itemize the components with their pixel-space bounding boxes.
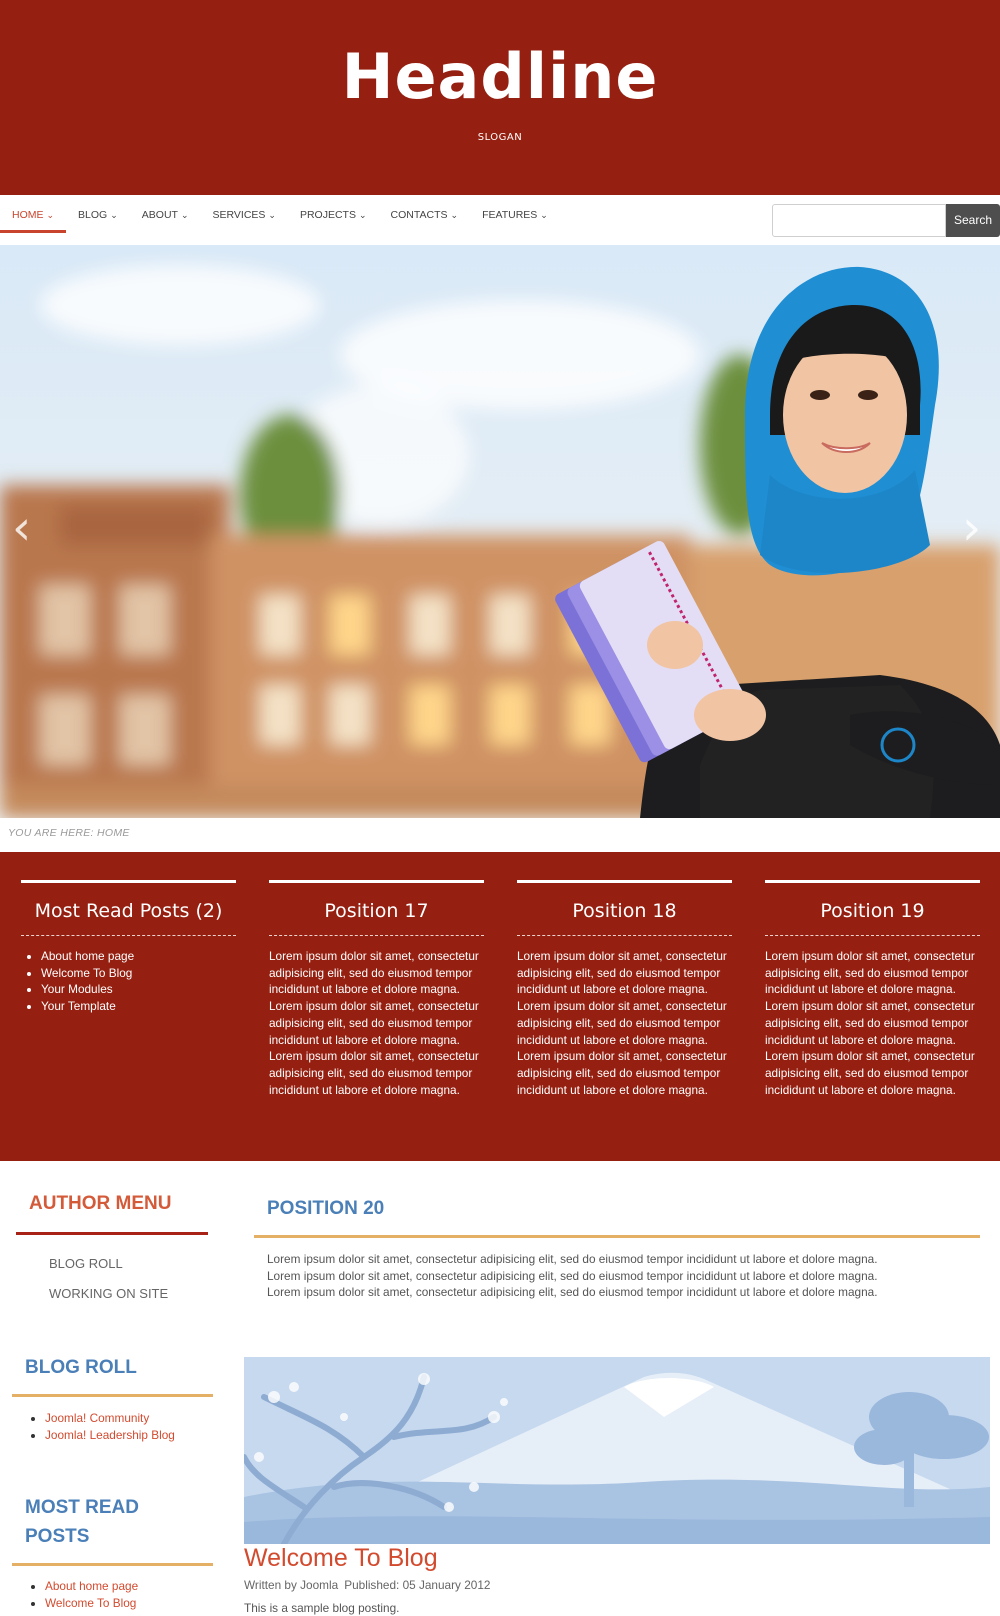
text-line: Lorem ipsum dolor sit amet, consectetur adipisicing elit, sed do eiusmod tempor incididunt ut labore et dolore magna. — [267, 1268, 878, 1283]
chevron-down-icon: ⌄ — [46, 210, 55, 220]
position-20-title: POSITION 20 — [267, 1198, 385, 1219]
blog-post-title[interactable]: Welcome To Blog — [244, 1544, 438, 1572]
chevron-down-icon: ⌄ — [540, 210, 548, 220]
nav-item-label: SERVICES — [212, 209, 266, 221]
position-17-module — [269, 880, 484, 1098]
hero-slider — [0, 245, 1000, 818]
blog-post-meta — [244, 1578, 490, 1592]
module-title: Most Read Posts (2) — [21, 883, 236, 936]
author-menu-item-blog-roll[interactable]: BLOG ROLL — [49, 1256, 123, 1271]
nav-item-features[interactable] — [470, 195, 560, 233]
main-nav — [0, 195, 1000, 245]
most-read-module — [21, 880, 236, 1015]
hero-image — [0, 245, 1000, 818]
most-read-sidebar-rule — [12, 1563, 213, 1566]
position-19-module — [765, 880, 980, 1098]
list-item[interactable]: • Welcome To Blog — [41, 965, 236, 982]
list-item[interactable]: • Your Modules — [41, 981, 236, 998]
site-slogan: SLOGAN — [477, 132, 523, 143]
nav-item-label: FEATURES — [482, 209, 538, 221]
chevron-down-icon: ⌄ — [180, 210, 189, 220]
nav-item-label: ABOUT — [141, 209, 178, 221]
title-line: POSTS — [25, 1526, 90, 1547]
nav-item-projects[interactable] — [288, 195, 379, 233]
nav-item-label: BLOG — [78, 209, 108, 221]
module-text: Lorem ipsum dolor sit amet, consectetur adipisicing elit, sed do eiusmod tempor incididunt ut labore et dolore magna. Lorem ipsum dolor sit amet, consectetur adipisicing elit, sed do eiusmod tempor incididunt ut labore et dolore magna. Lorem ipsum dolor sit amet, consectetur adipisicing elit, sed do eiusmod tempor incididunt ut labore et dolore magna. — [765, 949, 975, 1097]
text-line: Lorem ipsum dolor sit amet, consectetur adipisicing elit, sed do eiusmod tempor incididunt ut labore et dolore magna. — [267, 1252, 878, 1266]
search-input[interactable] — [772, 204, 946, 237]
blog-roll-list — [45, 1410, 175, 1443]
most-read-sidebar-title — [25, 1493, 139, 1551]
position-18-module — [517, 880, 732, 1098]
text-line: Lorem ipsum dolor sit amet, consectetur adipisicing elit, sed do eiusmod tempor incididunt ut labore et dolore magna. — [267, 1285, 878, 1300]
module-text: Lorem ipsum dolor sit amet, consectetur adipisicing elit, sed do eiusmod tempor incididunt ut labore et dolore magna. Lorem ipsum dolor sit amet, consectetur adipisicing elit, sed do eiusmod tempor incididunt ut labore et dolore magna. Lorem ipsum dolor sit amet, consectetur adipisicing elit, sed do eiusmod tempor incididunt ut labore et dolore magna. — [269, 949, 479, 1097]
blog-post-image — [244, 1357, 990, 1544]
author-menu-rule — [16, 1232, 208, 1235]
nav-item-home[interactable] — [0, 195, 66, 233]
list-item[interactable]: • Joomla! Leadership Blog — [45, 1427, 175, 1444]
blog-post-body: This is a sample blog posting. — [244, 1601, 400, 1615]
position-20-text — [267, 1251, 967, 1301]
module-title: Position 19 — [765, 883, 980, 936]
chevron-down-icon: ⌄ — [358, 210, 367, 220]
list-item[interactable]: • Welcome To Blog — [45, 1595, 138, 1612]
most-read-list — [21, 936, 236, 1015]
breadcrumb: YOU ARE HERE: HOME — [8, 827, 130, 839]
top-modules-band — [0, 852, 1000, 1161]
module-title: Position 17 — [269, 883, 484, 936]
nav-item-label: PROJECTS — [299, 209, 356, 221]
module-text: Lorem ipsum dolor sit amet, consectetur adipisicing elit, sed do eiusmod tempor incididunt ut labore et dolore magna. Lorem ipsum dolor sit amet, consectetur adipisicing elit, sed do eiusmod tempor incididunt ut labore et dolore magna. Lorem ipsum dolor sit amet, consectetur adipisicing elit, sed do eiusmod tempor incididunt ut labore et dolore magna. — [517, 949, 727, 1097]
most-read-sidebar-list — [45, 1578, 138, 1611]
nav-item-contacts[interactable] — [379, 195, 471, 233]
site-headline[interactable]: Headline — [341, 40, 659, 113]
list-item[interactable]: • About home page — [45, 1578, 138, 1595]
nav-item-blog[interactable] — [66, 195, 130, 233]
nav-item-services[interactable] — [201, 195, 288, 233]
author-menu-item-working-on-site[interactable]: WORKING ON SITE — [49, 1286, 169, 1301]
nav-item-label: CONTACTS — [390, 209, 448, 221]
nav-item-about[interactable] — [130, 195, 201, 233]
position-20-rule — [254, 1235, 980, 1238]
blog-roll-rule — [12, 1394, 213, 1397]
landscape-illustration — [244, 1357, 990, 1544]
chevron-down-icon: ⌄ — [450, 210, 459, 220]
slider-prev-icon[interactable]: ‹ — [12, 500, 32, 556]
site-header — [0, 0, 1000, 195]
nav-item-label: HOME — [12, 209, 44, 221]
blog-roll-title: BLOG ROLL — [25, 1357, 137, 1378]
module-title: Position 18 — [517, 883, 732, 936]
author-menu-title: AUTHOR MENU — [29, 1193, 172, 1214]
title-line: MOST READ — [25, 1497, 139, 1518]
slider-next-icon[interactable]: › — [962, 500, 982, 556]
list-item[interactable]: • Your Template — [41, 998, 236, 1015]
chevron-down-icon: ⌄ — [268, 210, 276, 220]
list-item[interactable]: • About home page — [41, 948, 236, 965]
blog-post-author: Written by Joomla — [244, 1578, 339, 1592]
blog-post-date: Published: 05 January 2012 — [344, 1578, 491, 1592]
chevron-down-icon: ⌄ — [110, 210, 118, 220]
list-item[interactable]: • Joomla! Community — [45, 1410, 175, 1427]
search-button[interactable]: Search — [946, 204, 1000, 237]
